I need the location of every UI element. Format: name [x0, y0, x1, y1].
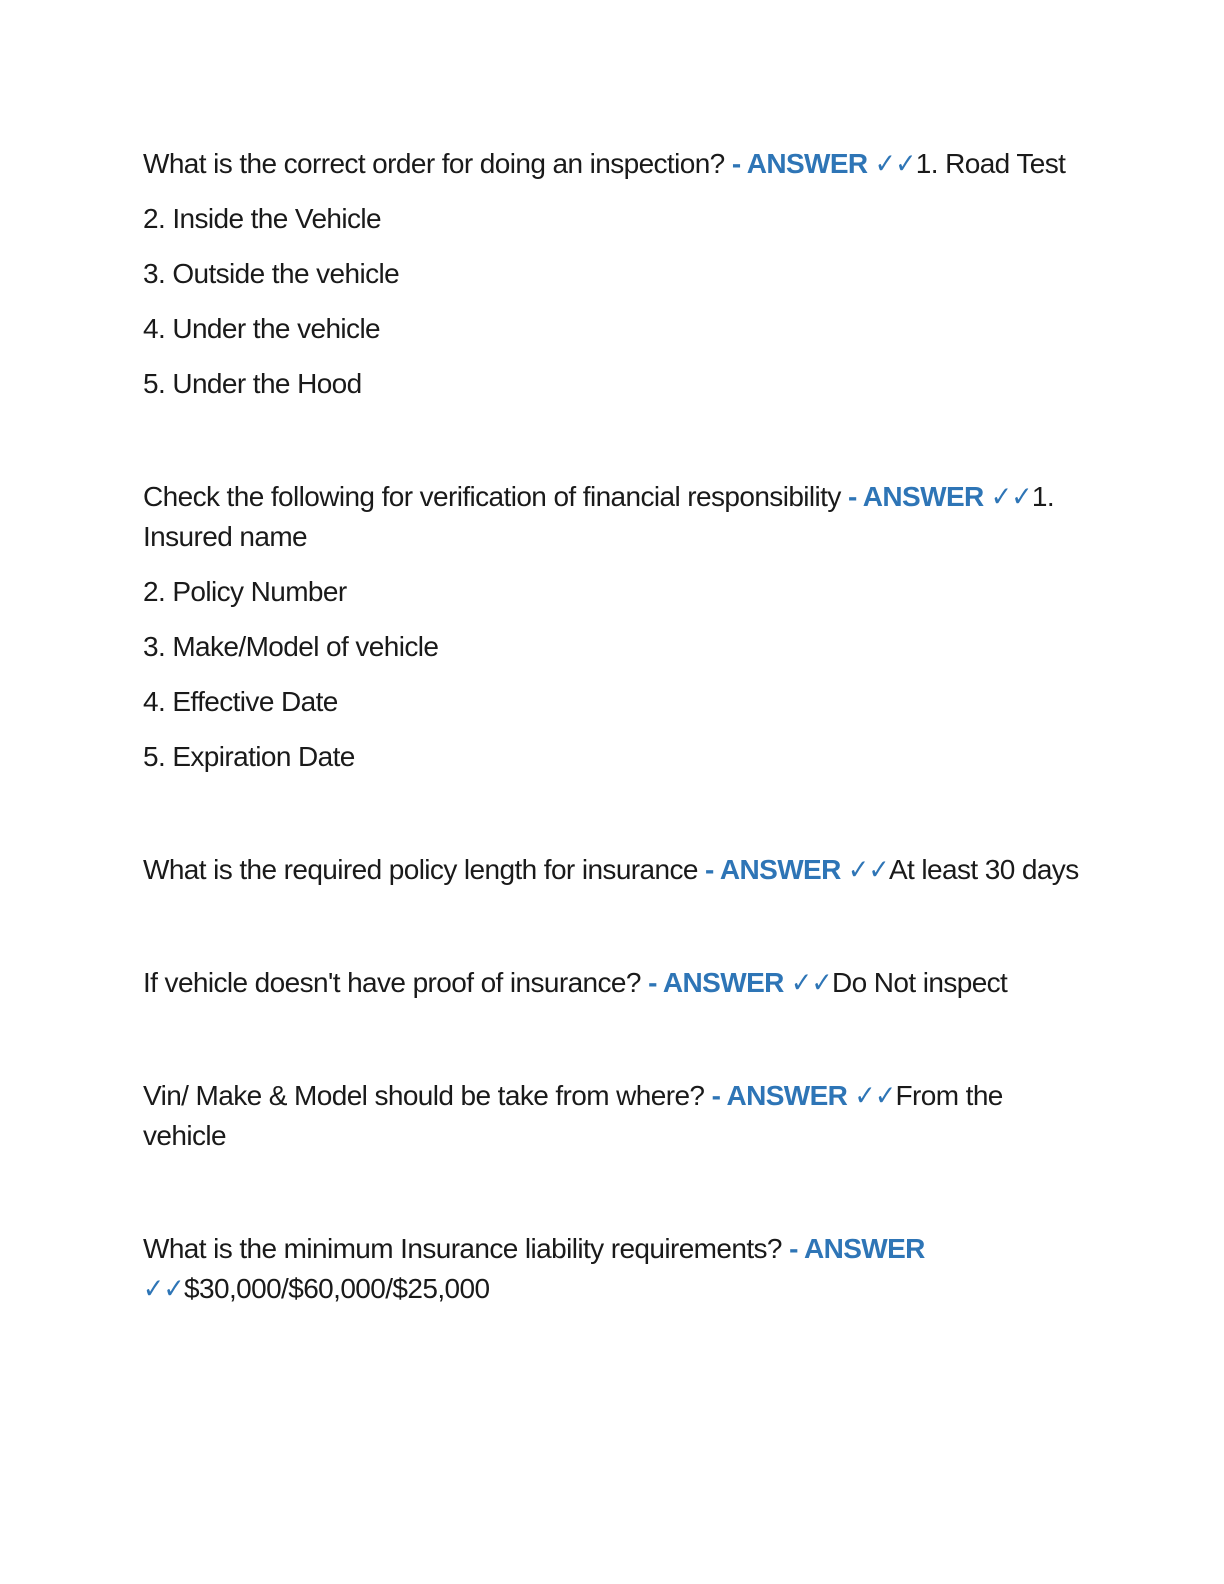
- answer-text: From the vehicle: [143, 1080, 1003, 1151]
- question-line: [143, 1076, 1083, 1156]
- answer-label: - ANSWER: [648, 967, 784, 998]
- question-text: What is the correct order for doing an inspection?: [143, 148, 725, 179]
- question-text: If vehicle doesn't have proof of insurance?: [143, 967, 641, 998]
- question-text: What is the required policy length for insurance: [143, 854, 698, 885]
- answer-label: - ANSWER: [847, 481, 984, 512]
- answer-label: - ANSWER: [711, 1080, 848, 1111]
- check-mark-icon: ✓✓: [990, 481, 1032, 512]
- qa-item: [143, 477, 1083, 777]
- qa-item: [143, 1076, 1083, 1156]
- answer-text: Do Not inspect: [832, 967, 1008, 998]
- answer-label: - ANSWER: [705, 854, 841, 885]
- check-mark-icon: ✓✓: [854, 1080, 896, 1111]
- check-mark-icon: ✓✓: [874, 148, 916, 179]
- question-line: [143, 963, 1083, 1003]
- qa-item: [143, 144, 1083, 404]
- answer-line: 2. Inside the Vehicle: [143, 203, 382, 234]
- answer-label: - ANSWER: [789, 1233, 925, 1264]
- answer-line: 3. Outside the vehicle: [143, 258, 400, 289]
- question-text: Vin/ Make & Model should be take from where?: [143, 1080, 705, 1111]
- answer-line: 5. Expiration Date: [143, 741, 355, 772]
- answer-line: 3. Make/Model of vehicle: [143, 631, 439, 662]
- answer-text: At least 30 days: [888, 854, 1079, 885]
- question-line: [143, 1229, 1083, 1309]
- qa-item: [143, 1229, 1083, 1309]
- answer-text: 1. Insured name: [143, 481, 1055, 552]
- question-text: Check the following for verification of financial responsibility: [143, 481, 841, 512]
- answer-text: 1. Road Test: [915, 148, 1066, 179]
- question-line: [143, 850, 1083, 890]
- check-mark-icon: ✓✓: [143, 1273, 185, 1304]
- check-mark-icon: ✓✓: [790, 967, 832, 998]
- qa-item: [143, 963, 1083, 1003]
- answer-line: 4. Effective Date: [143, 686, 338, 717]
- answer-line: 5. Under the Hood: [143, 368, 362, 399]
- qa-item: [143, 850, 1083, 890]
- answer-text: $30,000/$60,000/$25,000: [184, 1273, 490, 1304]
- question-text: What is the minimum Insurance liability requirements?: [143, 1233, 782, 1264]
- document-page: [143, 144, 1083, 1309]
- answer-line: 2. Policy Number: [143, 576, 347, 607]
- answer-line: 4. Under the vehicle: [143, 313, 381, 344]
- check-mark-icon: ✓✓: [847, 854, 889, 885]
- question-line: [143, 144, 1083, 184]
- question-line: [143, 477, 1083, 557]
- answer-label: - ANSWER: [731, 148, 868, 179]
